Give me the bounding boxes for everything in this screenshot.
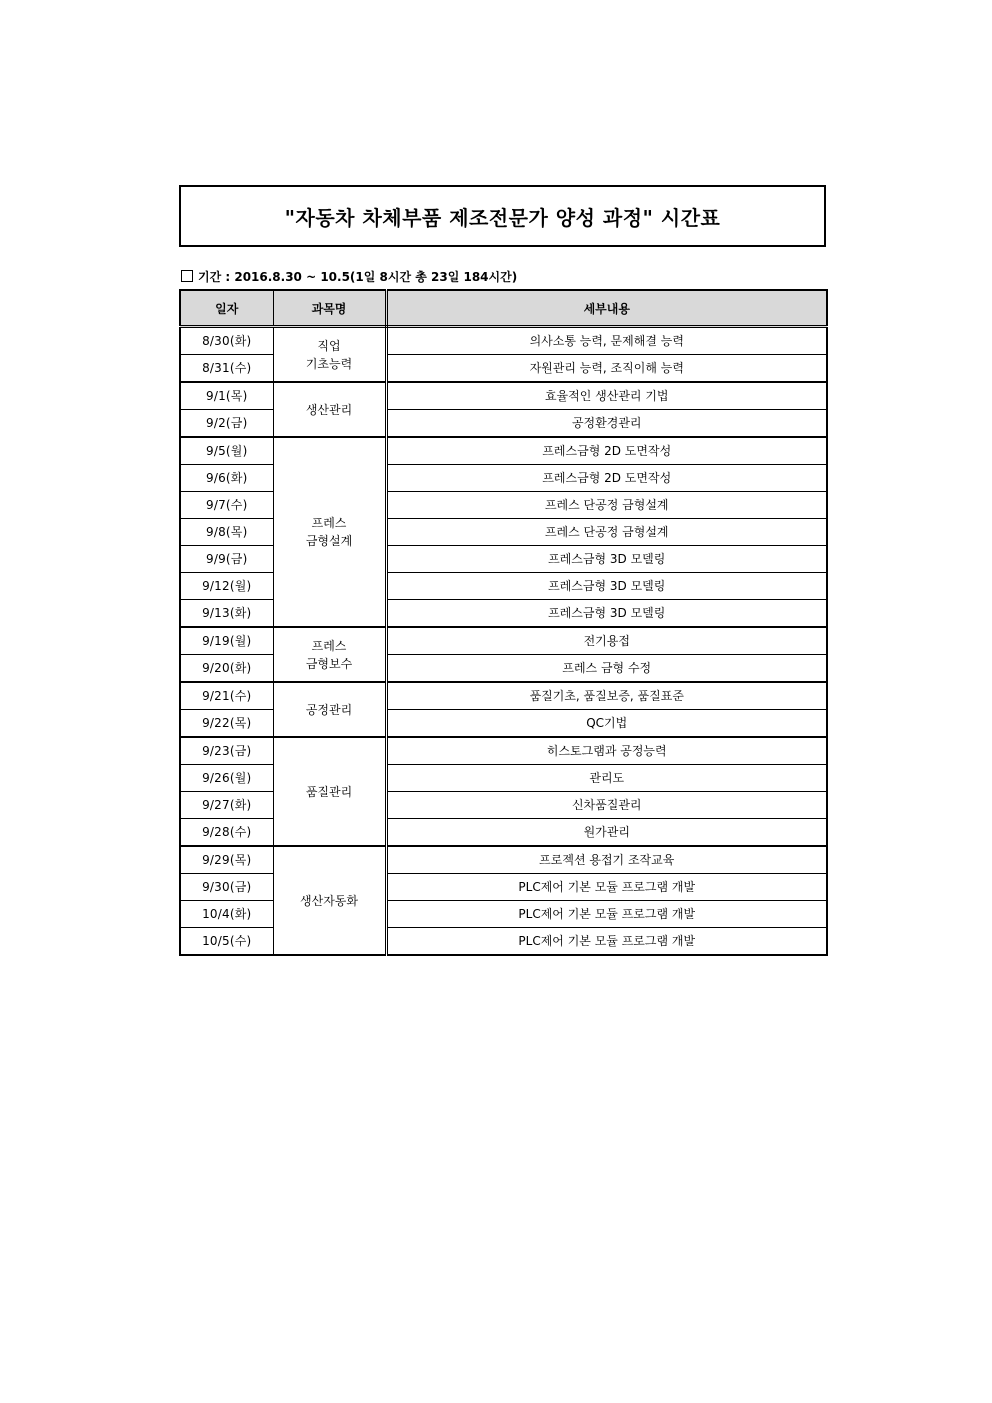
detail-cell: 프레스금형 3D 모델링 <box>386 573 827 600</box>
detail-cell: PLC제어 기본 모듈 프로그램 개발 <box>386 928 827 956</box>
date-cell: 10/4(화) <box>180 901 273 928</box>
table-row <box>180 627 827 655</box>
subject-line: 공정관리 <box>305 702 353 717</box>
detail-cell: PLC제어 기본 모듈 프로그램 개발 <box>386 874 827 901</box>
detail-cell: 히스토그램과 공정능력 <box>386 737 827 765</box>
subject-line: 금형설계 <box>305 534 353 548</box>
detail-cell: 프레스 단공정 금형설계 <box>386 492 827 519</box>
detail-cell: 프레스금형 2D 도면작성 <box>386 465 827 492</box>
date-cell: 9/19(월) <box>180 627 273 655</box>
schedule-body <box>180 327 827 956</box>
date-cell: 9/22(목) <box>180 710 273 738</box>
date-cell: 8/30(화) <box>180 327 273 355</box>
detail-cell: 품질기초, 품질보증, 품질표준 <box>386 682 827 710</box>
checkbox-square-icon <box>181 270 193 282</box>
detail-cell: 프레스 금형 수정 <box>386 655 827 683</box>
date-cell: 9/9(금) <box>180 546 273 573</box>
subject-cell <box>273 382 386 437</box>
date-cell: 9/29(목) <box>180 846 273 874</box>
table-row <box>180 737 827 765</box>
subject-line: 생산관리 <box>305 402 353 417</box>
table-row <box>180 846 827 874</box>
date-cell: 9/12(월) <box>180 573 273 600</box>
header-row <box>180 290 827 327</box>
date-cell: 9/13(화) <box>180 600 273 628</box>
date-cell: 9/27(화) <box>180 792 273 819</box>
subject-cell <box>273 737 386 846</box>
table-row <box>180 327 827 355</box>
subject-line: 생산자동화 <box>300 893 358 908</box>
date-cell: 9/30(금) <box>180 874 273 901</box>
title-box <box>179 185 826 247</box>
date-cell: 9/26(월) <box>180 765 273 792</box>
subject-cell <box>273 846 386 955</box>
subject-line: 기초능력 <box>305 356 353 371</box>
date-cell: 9/6(화) <box>180 465 273 492</box>
date-cell: 9/21(수) <box>180 682 273 710</box>
table-row <box>180 382 827 410</box>
subject-line: 직업 <box>317 338 341 353</box>
subject-cell <box>273 682 386 737</box>
subject-cell <box>273 627 386 682</box>
period-line <box>181 268 517 285</box>
detail-cell: 원가관리 <box>386 819 827 847</box>
detail-cell: QC기법 <box>386 710 827 738</box>
subject-line: 프레스 <box>311 638 347 653</box>
detail-cell: 전기용접 <box>386 627 827 655</box>
table-row <box>180 437 827 465</box>
detail-cell: 프레스금형 3D 모델링 <box>386 546 827 573</box>
date-cell: 9/7(수) <box>180 492 273 519</box>
detail-cell: 자원관리 능력, 조직이해 능력 <box>386 355 827 383</box>
date-cell: 9/8(목) <box>180 519 273 546</box>
subject-line: 품질관리 <box>305 784 353 799</box>
date-cell: 9/5(월) <box>180 437 273 465</box>
detail-cell: 관리도 <box>386 765 827 792</box>
detail-cell: 공정환경관리 <box>386 410 827 438</box>
header-date: 일자 <box>180 290 273 327</box>
date-cell: 9/20(화) <box>180 655 273 683</box>
detail-cell: 의사소통 능력, 문제해결 능력 <box>386 327 827 355</box>
date-cell: 10/5(수) <box>180 928 273 956</box>
date-cell: 9/28(수) <box>180 819 273 847</box>
detail-cell: 프레스금형 2D 도면작성 <box>386 437 827 465</box>
date-cell: 9/2(금) <box>180 410 273 438</box>
subject-cell <box>273 327 386 383</box>
header-detail: 세부내용 <box>386 290 827 327</box>
detail-cell: 신차품질관리 <box>386 792 827 819</box>
date-cell: 8/31(수) <box>180 355 273 383</box>
period-text: 기간 : 2016.8.30 ~ 10.5(1일 8시간 총 23일 184시간) <box>198 270 518 284</box>
date-cell: 9/23(금) <box>180 737 273 765</box>
table-row <box>180 682 827 710</box>
detail-cell: PLC제어 기본 모듈 프로그램 개발 <box>386 901 827 928</box>
detail-cell: 효율적인 생산관리 기법 <box>386 382 827 410</box>
subject-line: 금형보수 <box>305 656 353 671</box>
schedule-table <box>179 289 828 956</box>
date-cell: 9/1(목) <box>180 382 273 410</box>
detail-cell: 프레스 단공정 금형설계 <box>386 519 827 546</box>
document-title: "자동차 차체부품 제조전문가 양성 과정" 시간표 <box>284 205 721 230</box>
detail-cell: 프레스금형 3D 모델링 <box>386 600 827 628</box>
subject-cell <box>273 437 386 627</box>
header-subject: 과목명 <box>273 290 386 327</box>
detail-cell: 프로젝션 용접기 조작교육 <box>386 846 827 874</box>
subject-line: 프레스 <box>311 516 347 530</box>
